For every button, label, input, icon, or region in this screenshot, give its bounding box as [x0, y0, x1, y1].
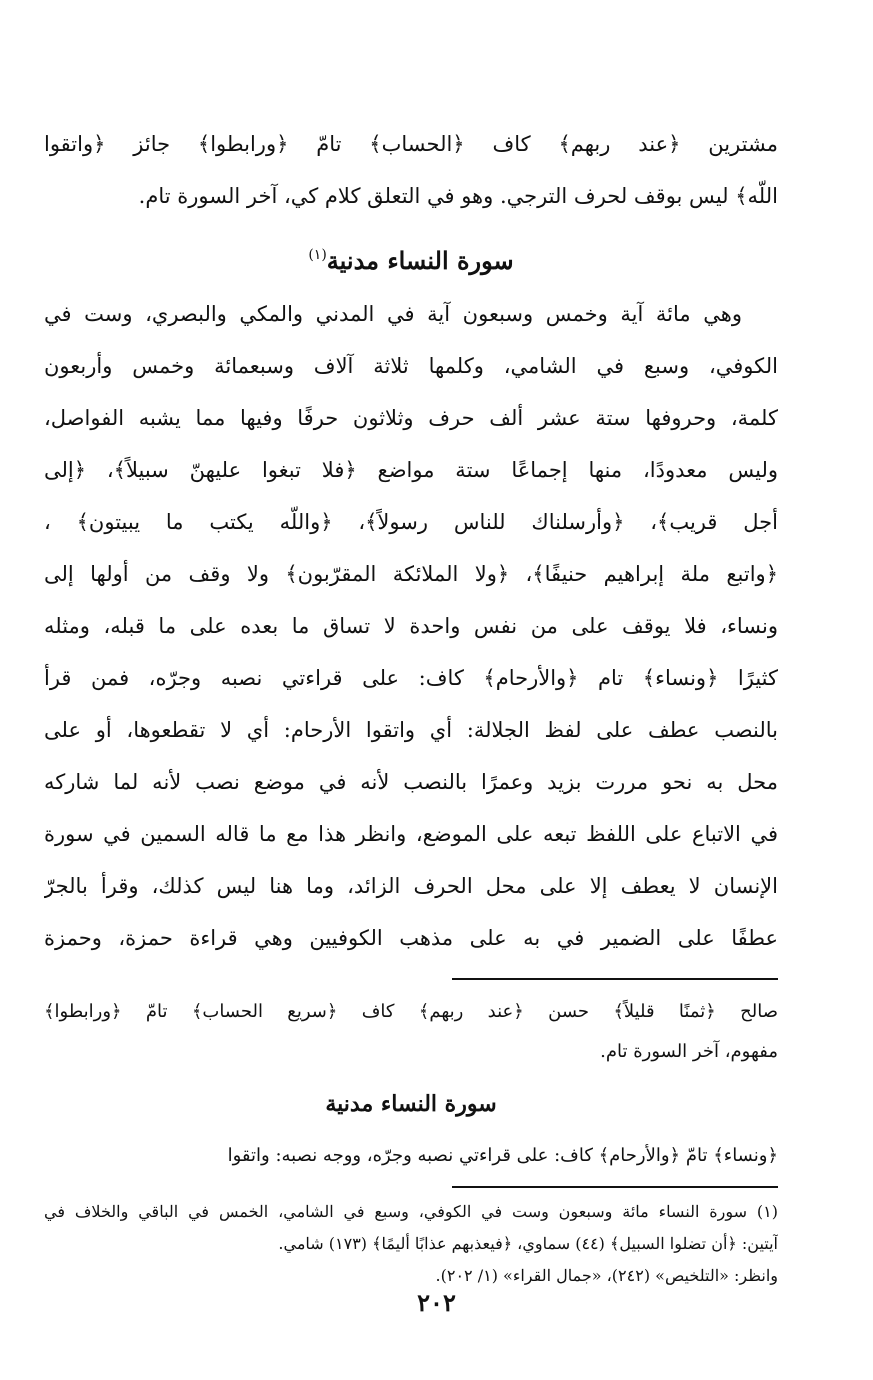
note-line: (١) سورة النساء مائة وسبعون وست في الكوفي، وسبع في الشامي، الخمس في الباقي والخلاف في — [44, 1202, 778, 1221]
text-line: الكوفي، وسبع في الشامي، وكلمها ثلاثة آلاف وسبعمائة وخمس وأربعون — [44, 354, 778, 378]
note-line: وانظر: «التلخيص» (٢٤٢)، «جمال القراء» (١/ ٢٠٢). — [435, 1266, 778, 1285]
text-line: اللّه﴾ ليس بوقف لحرف الترجي. وهو في التعلق كلام كي، آخر السورة تام. — [138, 184, 778, 208]
text-line: وليس معدودًا، منها إجماعًا ستة مواضع ﴿فلا تبغوا عليهنّ سبيلاً﴾، ﴿إلى — [44, 458, 778, 482]
note-line: آيتين: ﴿أن تضلوا السبيل﴾ (٤٤) سماوي، ﴿فيعذبهم عذابًا أليمًا﴾ (١٧٣) شامي. — [278, 1234, 778, 1253]
footnote-divider — [452, 978, 778, 980]
text-line: أجل قريب﴾، ﴿وأرسلناك للناس رسولاً﴾، ﴿واللّه يكتب ما يبيتون﴾ ، — [44, 510, 778, 534]
section-heading — [44, 222, 778, 288]
text-line: في الاتباع على اللفظ تبعه على الموضع، وانظر هذا مع ما قاله السمين في سورة — [44, 822, 778, 846]
section-heading-title: سورة النساء مدنية — [326, 246, 514, 275]
text-line: كلمة، وحروفها ستة عشر ألف حرف وثلاثون حرفًا وفيها مما يشبه الفواصل، — [44, 406, 778, 430]
text-line: ونساء، فلا يوقف على من نفس واحدة لا تساق ما بعده على ما قبله، ومثله — [44, 614, 778, 638]
text-line: ﴿واتبع ملة إبراهيم حنيفًا﴾، ﴿ولا الملائكة المقرّبون﴾ ولا وقف من أولها إلى — [44, 562, 778, 586]
footnote-section-heading: سورة النساء مدنية — [325, 1091, 497, 1117]
text-line: بالنصب عطف على لفظ الجلالة: أي واتقوا الأرحام: أي لا تقطعوها، أو على — [44, 718, 778, 742]
text-line: محل به نحو مررت بزيد وعمرًا بالنصب لأنه في موضع نصب لأنه لما شاركه — [44, 770, 778, 794]
text-line: عطفًا على الضمير في به على مذهب الكوفيين وهي قراءة حمزة، وحمزة — [44, 926, 778, 950]
page-content — [44, 118, 778, 1292]
footnote-text-line: مفهوم، آخر السورة تام. — [600, 1041, 778, 1062]
footnote-text-line: ﴿ونساء﴾ تامّ ﴿والأرحام﴾ كاف: على قراءتي نصبه وجرّه، ووجه نصبه: واتقوا — [227, 1145, 778, 1166]
footnote-reference: (١) — [308, 247, 327, 263]
text-line: الإنسان لا يعطف إلا على محل الحرف الزائد، وما هنا ليس كذلك، وقرأ بالجرّ — [44, 874, 778, 898]
notes-divider — [452, 1186, 778, 1188]
text-line: مشترين ﴿عند ربهم﴾ كاف ﴿الحساب﴾ تامّ ﴿ورابطوا﴾ جائز ﴿واتقوا — [44, 132, 778, 156]
text-line: وهي مائة آية وخمس وسبعون آية في المدني والمكي والبصري، وست في — [44, 302, 742, 326]
text-line: كثيرًا ﴿ونساء﴾ تام ﴿والأرحام﴾ كاف: على قراءتي نصبه وجرّه، فمن قرأ — [44, 666, 778, 690]
footnote-text-line: صالح ﴿ثمنًا قليلاً﴾ حسن ﴿عند ربهم﴾ كاف ﴿سريع الحساب﴾ تامّ ﴿ورابطوا﴾ — [44, 1001, 778, 1022]
page-number: ٢٠٢ — [417, 1288, 456, 1317]
